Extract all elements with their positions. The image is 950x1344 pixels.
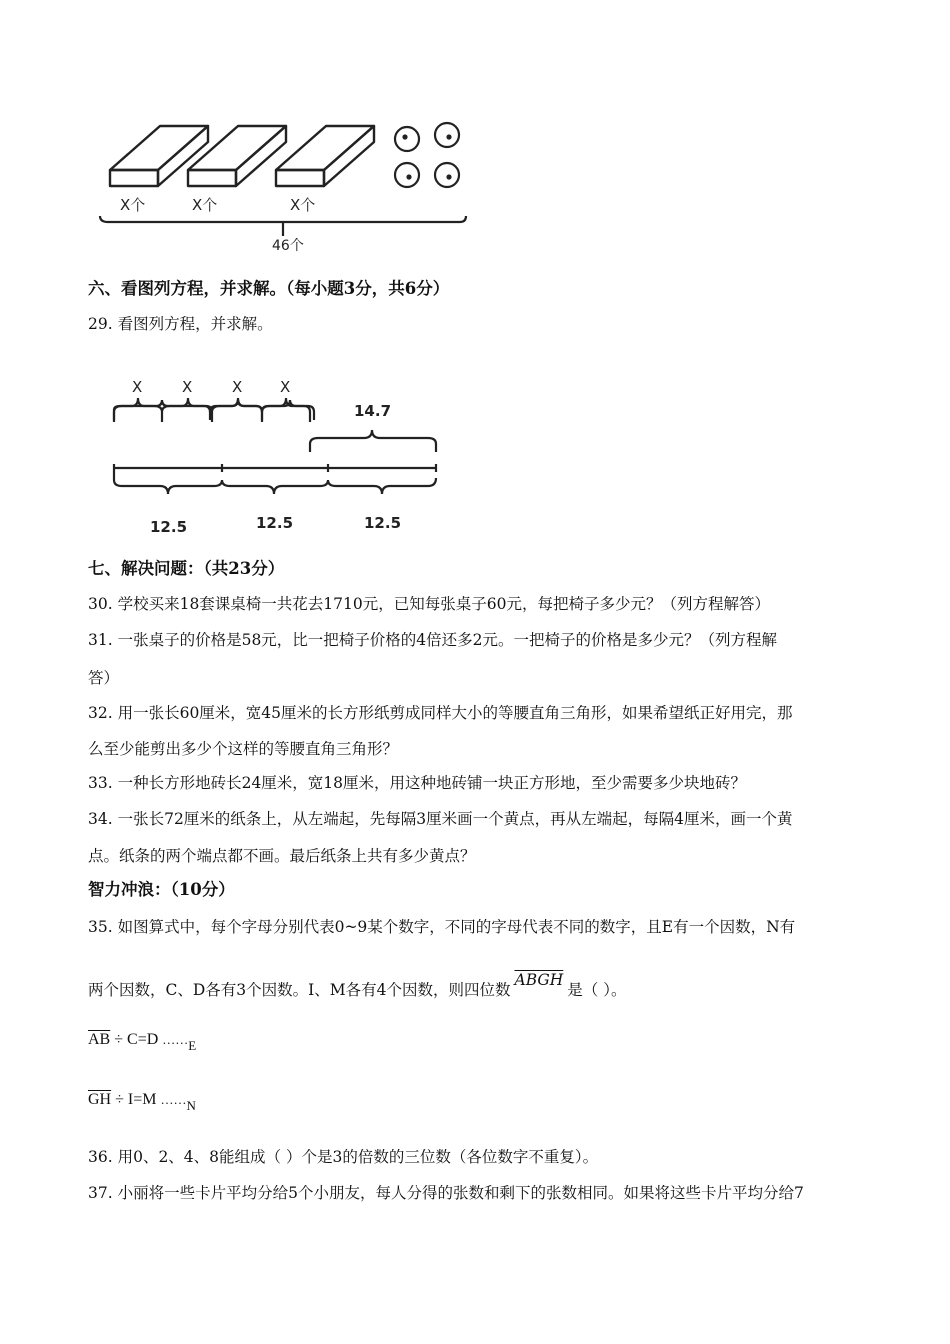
equation-2-dots: ……: [160, 1092, 187, 1107]
dot-circle-icon: [395, 163, 419, 187]
block-label-3: X个: [290, 196, 316, 214]
equation-1: [88, 1030, 197, 1053]
baseline: [114, 464, 436, 472]
bottom-value-2: 12.5: [256, 514, 294, 532]
question-35-line-1: 35. 如图算式中，每个字母分别代表0~9某个数字，不同的字母代表不同的数字，且E有一个因数，N有: [88, 918, 796, 936]
figure-blocks-diagram: [90, 118, 480, 258]
x-brace-group: [114, 398, 310, 422]
equation-1-dots: ……: [162, 1032, 189, 1047]
block-label-2: X个: [192, 196, 218, 214]
question-31-line-1: 31. 一张桌子的价格是58元，比一把椅子价格的4倍还多2元。一把椅子的价格是多少元？（列方程解: [88, 631, 778, 649]
bottom-value-3: 12.5: [364, 514, 402, 532]
block-3: [276, 126, 374, 186]
section-6-heading: 六、看图列方程，并求解。（每小题3分，共6分）: [88, 279, 450, 298]
section-7-heading: 七、解决问题：（共23分）: [88, 559, 285, 578]
dot-circle-icon: [435, 163, 459, 187]
total-label: 46个: [272, 238, 304, 254]
equation-2-body: ÷ I=M: [111, 1091, 161, 1108]
question-32-line-1: 32. 用一张长60厘米，宽45厘米的长方形纸剪成同样大小的等腰直角三角形，如果希望纸正好用完，那: [88, 704, 793, 722]
bottom-value-1: 12.5: [150, 518, 188, 536]
question-33: 33. 一种长方形地砖长24厘米，宽18厘米，用这种地砖铺一块正方形地，至少需要多少块地砖？: [88, 774, 747, 792]
bottom-brace-group: [114, 472, 436, 494]
figure-segment-diagram: [108, 368, 448, 540]
question-37: 37. 小丽将一些卡片平均分给5个小朋友，每人分得的张数和剩下的张数相同。如果将这些卡片平均分给7: [88, 1184, 804, 1202]
section-8-heading: 智力冲浪：（10分）: [88, 880, 235, 899]
equation-1-dividend: $\overline{AB}$: [88, 1031, 111, 1048]
x-label-1: X: [132, 378, 143, 396]
question-34-line-2: 点。纸条的两个端点都不画。最后纸条上共有多少黄点？: [88, 847, 476, 865]
equation-1-body: ÷ C=D: [110, 1031, 163, 1048]
question-34-line-1: 34. 一张长72厘米的纸条上，从左端起，先每隔3厘米画一个黄点，再从左端起，每隔4厘米，画一个黄: [88, 810, 793, 828]
question-36: 36. 用0、2、4、8能组成（ ）个是3的倍数的三位数（各位数字不重复）。: [88, 1148, 599, 1166]
question-29: 29. 看图列方程，并求解。: [88, 315, 273, 333]
question-30: 30. 学校买来18套课桌椅一共花去1710元，已知每张桌子60元，每把椅子多少元？（列方程解答）: [88, 595, 770, 613]
top-value-label: 14.7: [354, 402, 392, 420]
x-label-3: X: [232, 378, 243, 396]
block-1: [110, 126, 208, 186]
block-2: [188, 126, 286, 186]
block-label-1: X个: [120, 196, 146, 214]
x-label-4: X: [280, 378, 291, 396]
total-brace: [100, 216, 466, 236]
question-32-line-2: 么至少能剪出多少个这样的等腰直角三角形？: [88, 740, 399, 758]
question-31-line-2: 答）: [88, 669, 120, 687]
equation-2-dividend: $\overline{GH}$: [88, 1091, 112, 1108]
equation-2-remainder: N: [186, 1098, 196, 1113]
dot-circle-icon: [435, 123, 459, 147]
question-35-text-b: 是（ ）。: [567, 981, 627, 999]
x-label-2: X: [182, 378, 193, 396]
question-35-line-2: [88, 971, 627, 1000]
question-35-text-a: 两个因数，C、D各有3个因数。I、M各有4个因数，则四位数: [88, 981, 511, 999]
equation-1-remainder: E: [188, 1038, 197, 1053]
dot-circle-icon: [395, 127, 419, 151]
overline-number-abgh: ABGH: [514, 971, 564, 989]
top-value-brace: [310, 430, 436, 452]
equation-2: [88, 1090, 196, 1113]
